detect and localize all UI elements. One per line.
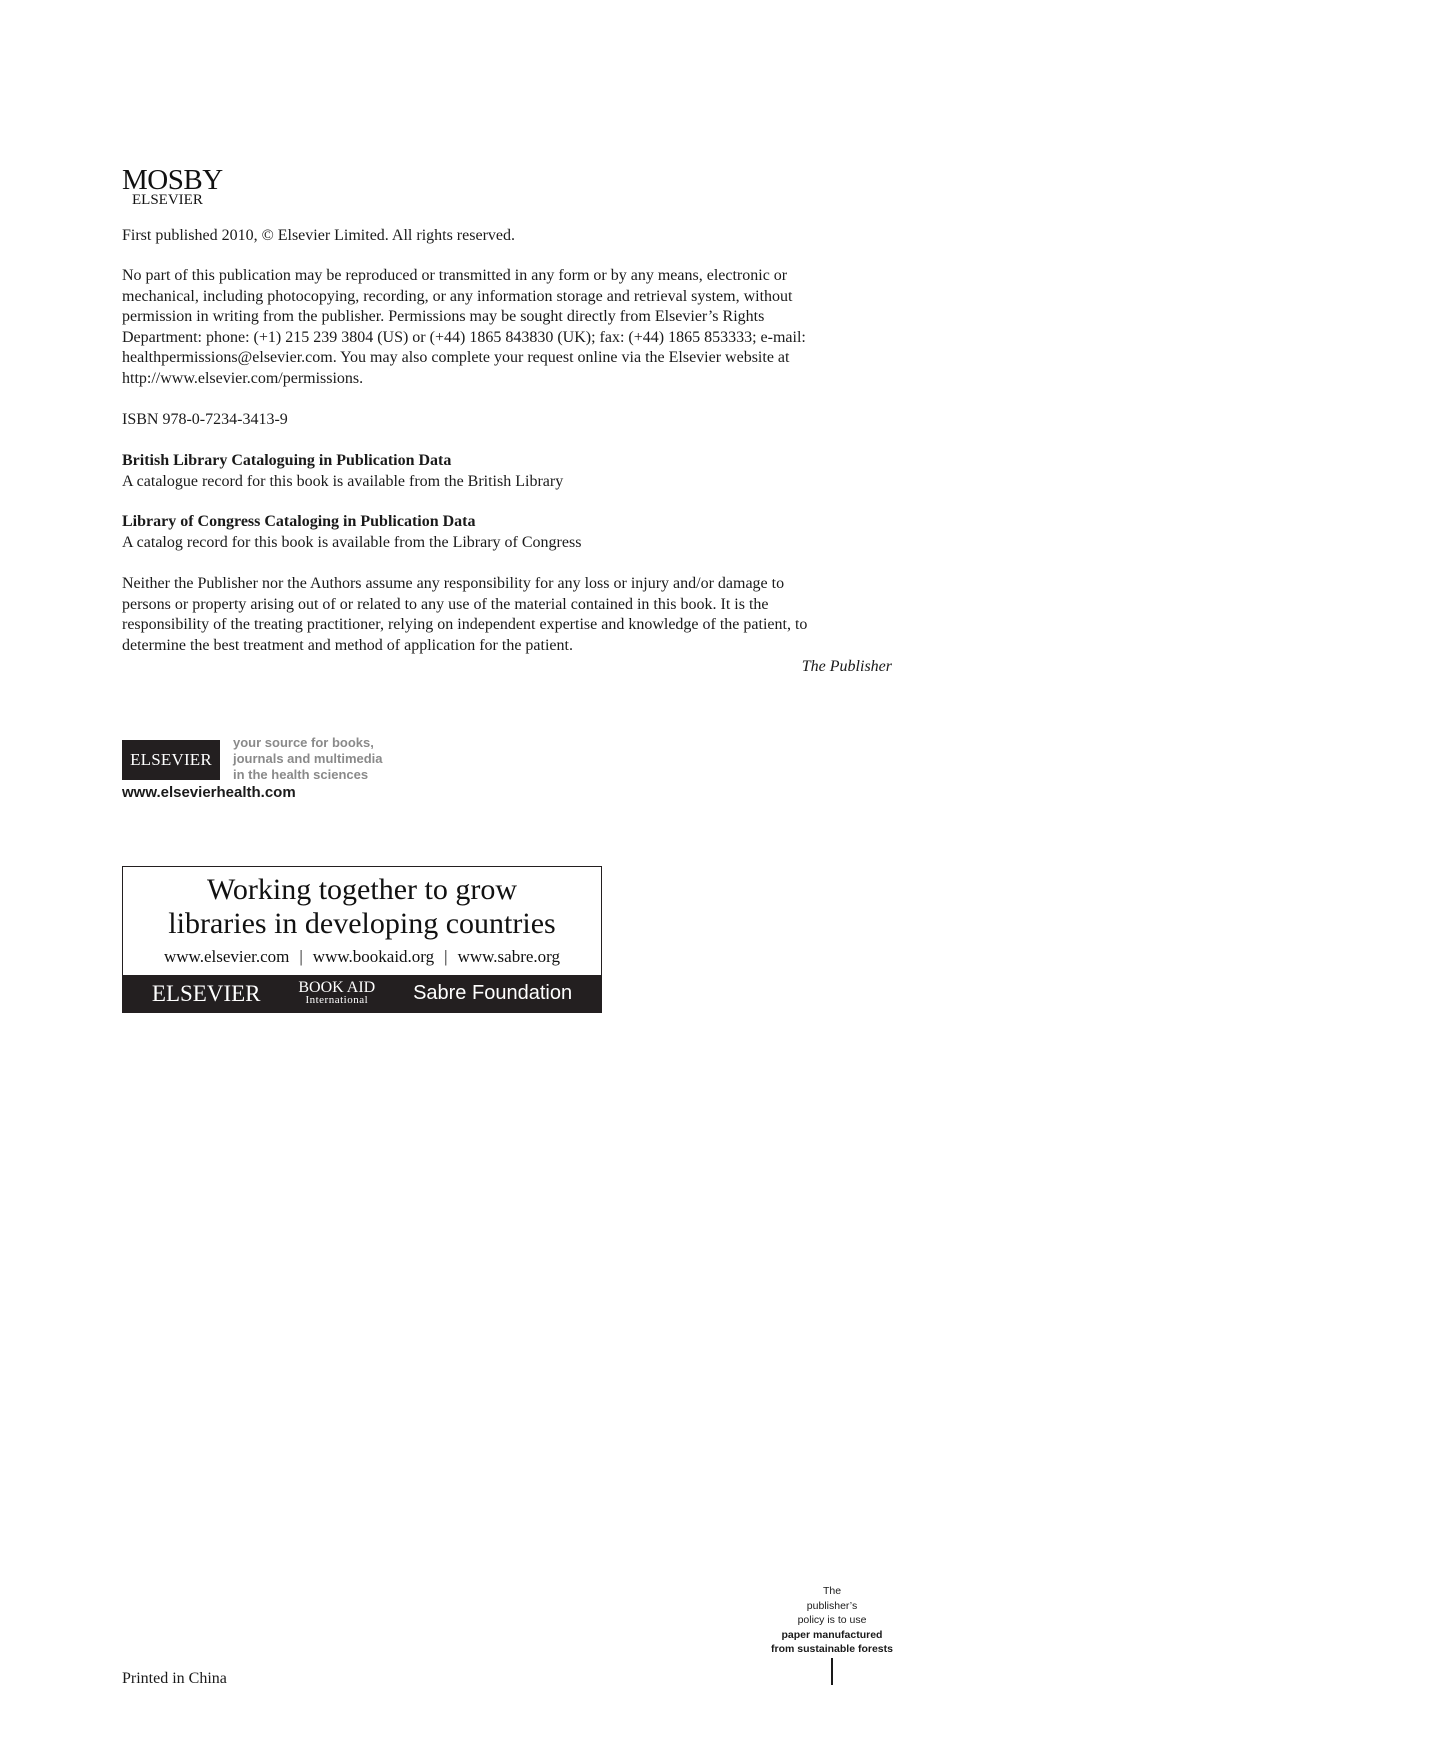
- british-library-text: A catalogue record for this book is available from the British Library: [122, 472, 564, 490]
- british-library-section: [122, 451, 892, 492]
- elsevier-wordmark: ELSEVIER: [132, 192, 203, 208]
- tagline-line: your source for books,: [233, 735, 374, 750]
- elsevier-partner-logo: ELSEVIER: [151, 980, 261, 1006]
- mosby-elsevier-logo: [122, 164, 223, 208]
- policy-line: publisher’s: [806, 1599, 858, 1612]
- permissions-line: http://www.elsevier.com/permissions.: [122, 369, 364, 387]
- library-of-congress-heading: Library of Congress Cataloging in Publication Data: [122, 513, 476, 530]
- library-of-congress-section: [122, 512, 892, 553]
- isbn: ISBN 978-0-7234-3413-9: [122, 411, 288, 428]
- permissions-line: healthpermissions@elsevier.com. You may also complete your request online via the Elsevier website at: [122, 349, 790, 366]
- permissions-line: Department: phone: (+1) 215 239 3804 (US) or (+44) 1865 843830 (UK); fax: (+44) 1865 853333; e-mail:: [122, 328, 806, 346]
- link-sabre[interactable]: www.sabre.org: [457, 947, 561, 966]
- link-bookaid[interactable]: www.bookaid.org: [312, 947, 435, 966]
- tagline-line: journals and multimedia: [233, 751, 383, 766]
- bookaid-top: BOOK AID: [298, 978, 376, 996]
- disclaimer-line: Neither the Publisher nor the Authors assume any responsibility for any loss or injury and/or damage to: [122, 575, 785, 592]
- elsevier-health-tagline: [233, 735, 433, 783]
- disclaimer-line: determine the best treatment and method of application for the patient.: [122, 636, 573, 654]
- policy-line: policy is to use: [797, 1614, 867, 1626]
- policy-line: The: [822, 1585, 842, 1597]
- working-together-links: [123, 947, 601, 967]
- permissions-paragraph: [122, 266, 892, 389]
- link-elsevier[interactable]: www.elsevier.com: [163, 947, 290, 966]
- permissions-line: permission in writing from the publisher. Permissions may be sought directly from Elsevier’s Rights: [122, 308, 765, 325]
- headline-line: Working together to grow: [206, 873, 518, 906]
- headline-line: libraries in developing countries: [168, 907, 556, 940]
- sabre-partner-logo: Sabre Foundation: [413, 982, 573, 1004]
- disclaimer-line: persons or property arising out of or related to any use of the material contained in this book. It is the: [122, 595, 769, 613]
- mosby-wordmark: MOSBY: [122, 164, 223, 196]
- policy-divider: [831, 1658, 833, 1685]
- elsevier-health-logo: ELSEVIER: [122, 740, 220, 780]
- publisher-signature: The Publisher: [801, 658, 892, 675]
- link-separator: |: [444, 947, 448, 966]
- tagline-line: in the health sciences: [233, 767, 369, 782]
- partner-logos-band: [123, 975, 601, 1012]
- permissions-line: mechanical, including photocopying, recording, or any information storage and retrieval system, without: [122, 287, 793, 305]
- permissions-line: No part of this publication may be reproduced or transmitted in any form or by any means, electronic or: [122, 267, 788, 284]
- disclaimer-paragraph: [122, 574, 892, 656]
- policy-line: from sustainable forests: [771, 1643, 893, 1655]
- elsevier-health-url[interactable]: www.elsevierhealth.com: [122, 784, 296, 801]
- working-together-headline: [123, 873, 601, 941]
- working-together-banner: [122, 866, 602, 1013]
- link-separator: |: [299, 947, 303, 966]
- disclaimer-line: responsibility of the treating practitioner, relying on independent expertise and knowledge of the patient, to: [122, 616, 808, 633]
- sustainable-paper-note: [752, 1584, 912, 1657]
- printed-in: Printed in China: [122, 1670, 227, 1687]
- bookaid-bottom: International: [305, 993, 369, 1006]
- bookaid-partner-logo: [298, 978, 376, 1006]
- policy-line: paper manufactured: [781, 1628, 883, 1641]
- library-of-congress-text: A catalog record for this book is available from the Library of Congress: [122, 533, 582, 551]
- british-library-heading: British Library Cataloguing in Publication Data: [122, 452, 452, 469]
- copyright-line: First published 2010, © Elsevier Limited. All rights reserved.: [122, 227, 515, 244]
